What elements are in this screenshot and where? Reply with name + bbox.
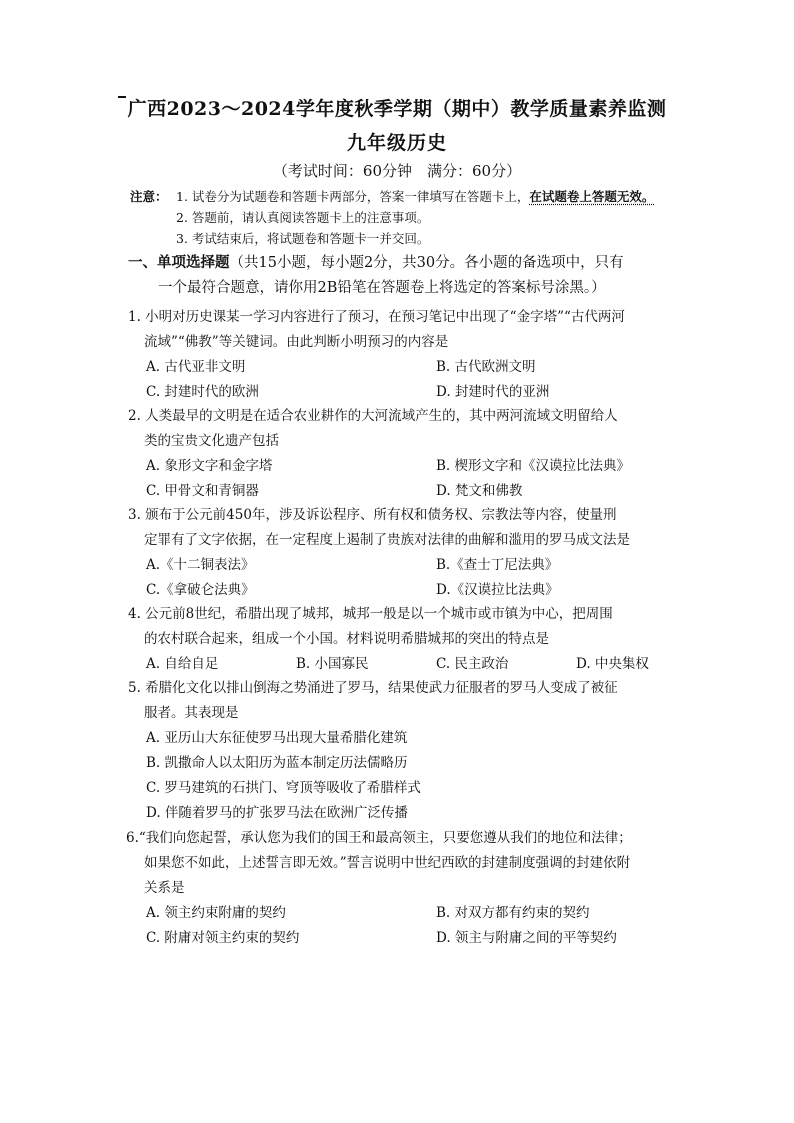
question-stem: 3. 颁布于公元前450年，涉及诉讼程序、所有权和债务权、宗教法等内容，使量刑 bbox=[128, 507, 617, 523]
question-stem: 如果您不如此，上述誓言即无效。”誓言说明中世纪西欧的封建制度强调的封建依附 bbox=[144, 855, 631, 871]
exam-info: （考试时间：60分钟 满分：60分） bbox=[272, 162, 522, 180]
option-b[interactable]: B. 对双方都有约束的契约 bbox=[436, 905, 590, 921]
question-stem: 4. 公元前8世纪，希腊出现了城邦，城邦一般是以一个城市或市镇为中心，把周围 bbox=[128, 606, 613, 622]
option-b[interactable]: B. 小国寡民 bbox=[296, 656, 369, 672]
question-stem: 流域”“佛教”等关键词。由此判断小明预习的内容是 bbox=[144, 334, 449, 350]
option-d[interactable]: D. 领主与附庸之间的平等契约 bbox=[436, 930, 617, 946]
option-d[interactable]: D. 伴随着罗马的扩张罗马法在欧洲广泛传播 bbox=[146, 805, 408, 821]
option-a[interactable]: A. 象形文字和金字塔 bbox=[146, 458, 273, 474]
section-heading: 一、单项选择题 bbox=[128, 254, 230, 271]
option-b[interactable]: B. 古代欧洲文明 bbox=[436, 359, 536, 375]
note-emphasis: 在试题卷上答题无效。 bbox=[529, 189, 655, 204]
section-instruction: 一个最符合题意，请你用2B铅笔在答题卷上将选定的答案标号涂黑。） bbox=[158, 280, 606, 296]
question-stem: 关系是 bbox=[144, 880, 185, 896]
option-d[interactable]: D.《汉谟拉比法典》 bbox=[436, 582, 559, 598]
option-b[interactable]: B.《查士丁尼法典》 bbox=[436, 557, 559, 573]
option-d[interactable]: D. 中央集权 bbox=[576, 656, 649, 672]
option-c[interactable]: C.《拿破仑法典》 bbox=[146, 582, 255, 598]
notes-block bbox=[130, 186, 690, 249]
question-stem: 1. 小明对历史课某一学习内容进行了预习，在预习笔记中出现了“金字塔”“古代两河 bbox=[128, 309, 625, 325]
option-c[interactable]: C. 附庸对领主约束的契约 bbox=[146, 930, 300, 946]
question-5 bbox=[128, 676, 668, 826]
question-stem: 的农村联合起来，组成一个小国。材料说明希腊城邦的突出的特点是 bbox=[144, 631, 549, 647]
option-c[interactable]: C. 罗马建筑的石拱门、穹顶等吸收了希腊样式 bbox=[146, 780, 421, 796]
option-b[interactable]: B. 凯撒命人以太阳历为蓝本制定历法儒略历 bbox=[146, 755, 408, 771]
question-stem: 服者。其表现是 bbox=[144, 705, 239, 721]
question-1 bbox=[128, 305, 668, 405]
option-a[interactable]: A. 自给自足 bbox=[146, 656, 219, 672]
option-b[interactable]: B. 楔形文字和《汉谟拉比法典》 bbox=[436, 458, 631, 474]
note-item: 1. 试卷分为试题卷和答题卡两部分，答案一律填写在答题卡上， bbox=[176, 189, 530, 204]
note-item: 3. 考试结束后，将试题卷和答题卡一并交回。 bbox=[176, 231, 430, 246]
exam-title: 广西2023～2024学年度秋季学期（期中）教学质量素养监测 bbox=[127, 98, 667, 120]
option-a[interactable]: A.《十二铜表法》 bbox=[146, 557, 255, 573]
option-a[interactable]: A. 领主约束附庸的契约 bbox=[146, 905, 286, 921]
question-3 bbox=[128, 503, 668, 603]
option-c[interactable]: C. 封建时代的欧洲 bbox=[146, 384, 259, 400]
option-a[interactable]: A. 亚历山大东征使罗马出现大量希腊化建筑 bbox=[146, 730, 408, 746]
question-stem: 6.“我们向您起誓，承认您为我们的国王和最高领主，只要您遵从我们的地位和法律； bbox=[126, 830, 632, 846]
section-header bbox=[128, 250, 668, 301]
question-stem: 类的宝贵文化遗产包括 bbox=[144, 433, 279, 449]
option-d[interactable]: D. 封建时代的亚洲 bbox=[436, 384, 550, 400]
option-c[interactable]: C. 民主政治 bbox=[436, 656, 509, 672]
section-instruction: （共15小题，每小题2分，共30分。各小题的备选项中，只有 bbox=[229, 255, 624, 271]
option-c[interactable]: C. 甲骨文和青铜器 bbox=[146, 483, 259, 499]
question-2 bbox=[128, 404, 668, 504]
question-6 bbox=[128, 826, 668, 951]
note-item: 2. 答题前，请认真阅读答题卡上的注意事项。 bbox=[176, 210, 430, 225]
option-a[interactable]: A. 古代亚非文明 bbox=[146, 359, 246, 375]
question-4 bbox=[128, 602, 668, 677]
question-stem: 2. 人类最早的文明是在适合农业耕作的大河流域产生的，其中两河流域文明留给人 bbox=[128, 408, 618, 424]
exam-subtitle: 九年级历史 bbox=[346, 132, 447, 154]
question-stem: 5. 希腊化文化以排山倒海之势涌进了罗马，结果使武力征服者的罗马人变成了被征 bbox=[128, 680, 618, 696]
question-stem: 定罪有了文字依据，在一定程度上遏制了贵族对法律的曲解和滥用的罗马成文法是 bbox=[144, 532, 630, 548]
notes-label: 注意： bbox=[130, 189, 168, 204]
option-d[interactable]: D. 梵文和佛教 bbox=[436, 483, 523, 499]
